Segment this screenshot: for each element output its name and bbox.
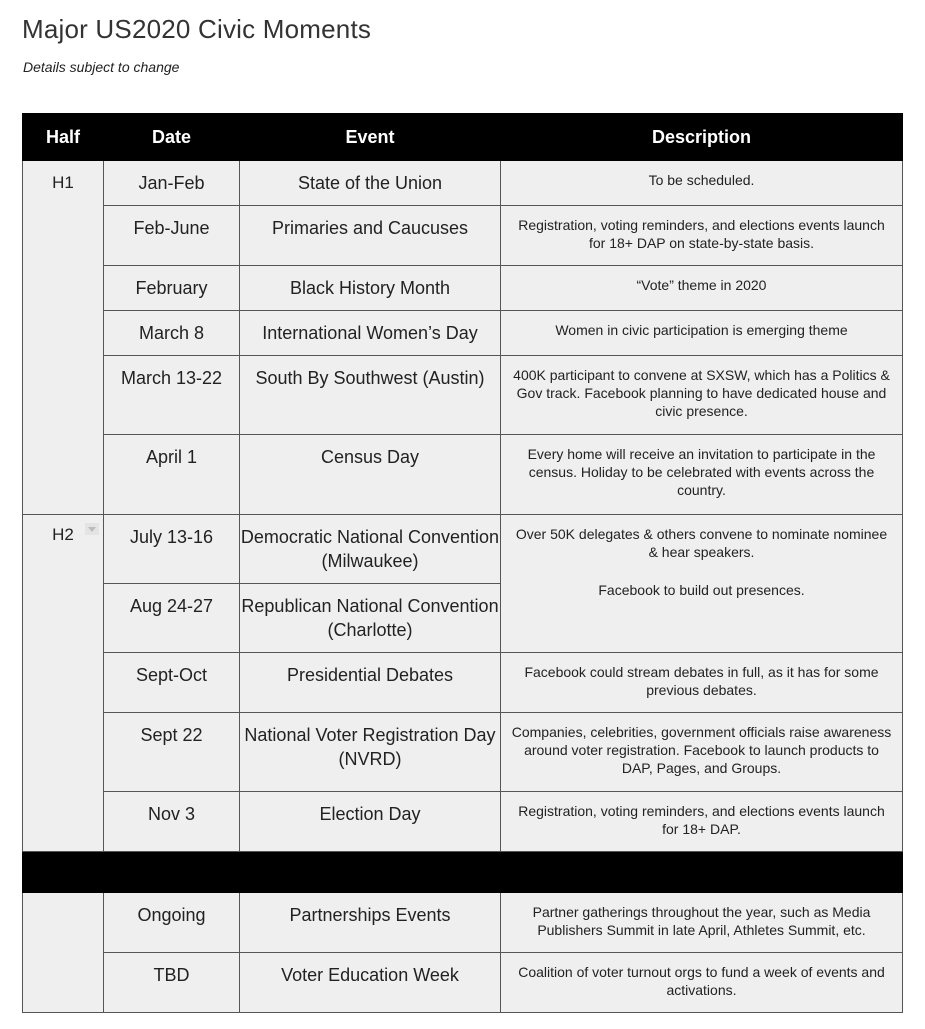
row-date: April 1 bbox=[104, 435, 240, 515]
row-date: March 13-22 bbox=[104, 356, 240, 435]
table-row bbox=[23, 893, 903, 953]
row-event: State of the Union bbox=[240, 161, 501, 206]
table-row bbox=[23, 792, 903, 852]
table-row bbox=[23, 435, 903, 515]
half-h2 bbox=[23, 515, 104, 852]
row-event: Voter Education Week bbox=[240, 953, 501, 1013]
row-date: Aug 24-27 bbox=[104, 584, 240, 653]
row-date: Sept 22 bbox=[104, 713, 240, 792]
table-row bbox=[23, 953, 903, 1013]
header-event: Event bbox=[240, 114, 501, 161]
table-row bbox=[23, 266, 903, 311]
half-h1: H1 bbox=[23, 161, 104, 515]
row-date: February bbox=[104, 266, 240, 311]
table-row bbox=[23, 311, 903, 356]
convention-description: Over 50K delegates & others convene to nominate nominee & hear speakers. bbox=[515, 526, 888, 560]
row-event: Black History Month bbox=[240, 266, 501, 311]
row-date: March 8 bbox=[104, 311, 240, 356]
half-blank bbox=[23, 893, 104, 1013]
page-subtitle: Details subject to change bbox=[23, 59, 180, 75]
row-description: To be scheduled. bbox=[501, 161, 903, 206]
header-description: Description bbox=[501, 114, 903, 161]
dropdown-arrow-icon[interactable] bbox=[85, 523, 99, 535]
row-description: Every home will receive an invitation to participate in the census. Holiday to be celebrated with events across the country. bbox=[501, 435, 903, 515]
row-description bbox=[501, 515, 903, 653]
table-row bbox=[23, 653, 903, 713]
row-date: Jan-Feb bbox=[104, 161, 240, 206]
table-row bbox=[23, 206, 903, 266]
civic-moments-table bbox=[22, 113, 903, 1013]
row-event: Election Day bbox=[240, 792, 501, 852]
row-description: Registration, voting reminders, and elections events launch for 18+ DAP on state-by-state basis. bbox=[501, 206, 903, 266]
page-title: Major US2020 Civic Moments bbox=[22, 14, 372, 44]
header-half: Half bbox=[23, 114, 104, 161]
row-description: 400K participant to convene at SXSW, which has a Politics & Gov track. Facebook planning to have dedicated house and civic presence. bbox=[501, 356, 903, 435]
half-h2-label: H2 bbox=[52, 525, 74, 544]
separator-row bbox=[23, 852, 903, 893]
row-event: Partnerships Events bbox=[240, 893, 501, 953]
row-event: Primaries and Caucuses bbox=[240, 206, 501, 266]
convention-description-2: Facebook to build out presences. bbox=[598, 582, 805, 598]
table-row bbox=[23, 515, 903, 584]
row-date: TBD bbox=[104, 953, 240, 1013]
row-event: Census Day bbox=[240, 435, 501, 515]
row-date: Nov 3 bbox=[104, 792, 240, 852]
row-description: Partner gatherings throughout the year, such as Media Publishers Summit in late April, Athletes Summit, etc. bbox=[501, 893, 903, 953]
table-row bbox=[23, 713, 903, 792]
row-event: Presidential Debates bbox=[240, 653, 501, 713]
row-date: July 13-16 bbox=[104, 515, 240, 584]
row-description: “Vote” theme in 2020 bbox=[501, 266, 903, 311]
row-description: Coalition of voter turnout orgs to fund a week of events and activations. bbox=[501, 953, 903, 1013]
table-row bbox=[23, 356, 903, 435]
row-event: Republican National Convention (Charlotte) bbox=[240, 584, 501, 653]
row-event: International Women’s Day bbox=[240, 311, 501, 356]
table-header-row bbox=[23, 114, 903, 161]
separator-bar bbox=[23, 852, 903, 893]
row-event: National Voter Registration Day (NVRD) bbox=[240, 713, 501, 792]
table-row bbox=[23, 161, 903, 206]
row-event: South By Southwest (Austin) bbox=[240, 356, 501, 435]
header-date: Date bbox=[104, 114, 240, 161]
row-event: Democratic National Convention (Milwaukee) bbox=[240, 515, 501, 584]
row-date: Feb-June bbox=[104, 206, 240, 266]
row-date: Ongoing bbox=[104, 893, 240, 953]
row-description: Companies, celebrities, government officials raise awareness around voter registration. Facebook to launch products to DAP, Pages, and Groups. bbox=[501, 713, 903, 792]
row-description: Women in civic participation is emerging theme bbox=[501, 311, 903, 356]
row-description: Facebook could stream debates in full, as it has for some previous debates. bbox=[501, 653, 903, 713]
row-date: Sept-Oct bbox=[104, 653, 240, 713]
row-description: Registration, voting reminders, and elections events launch for 18+ DAP. bbox=[501, 792, 903, 852]
